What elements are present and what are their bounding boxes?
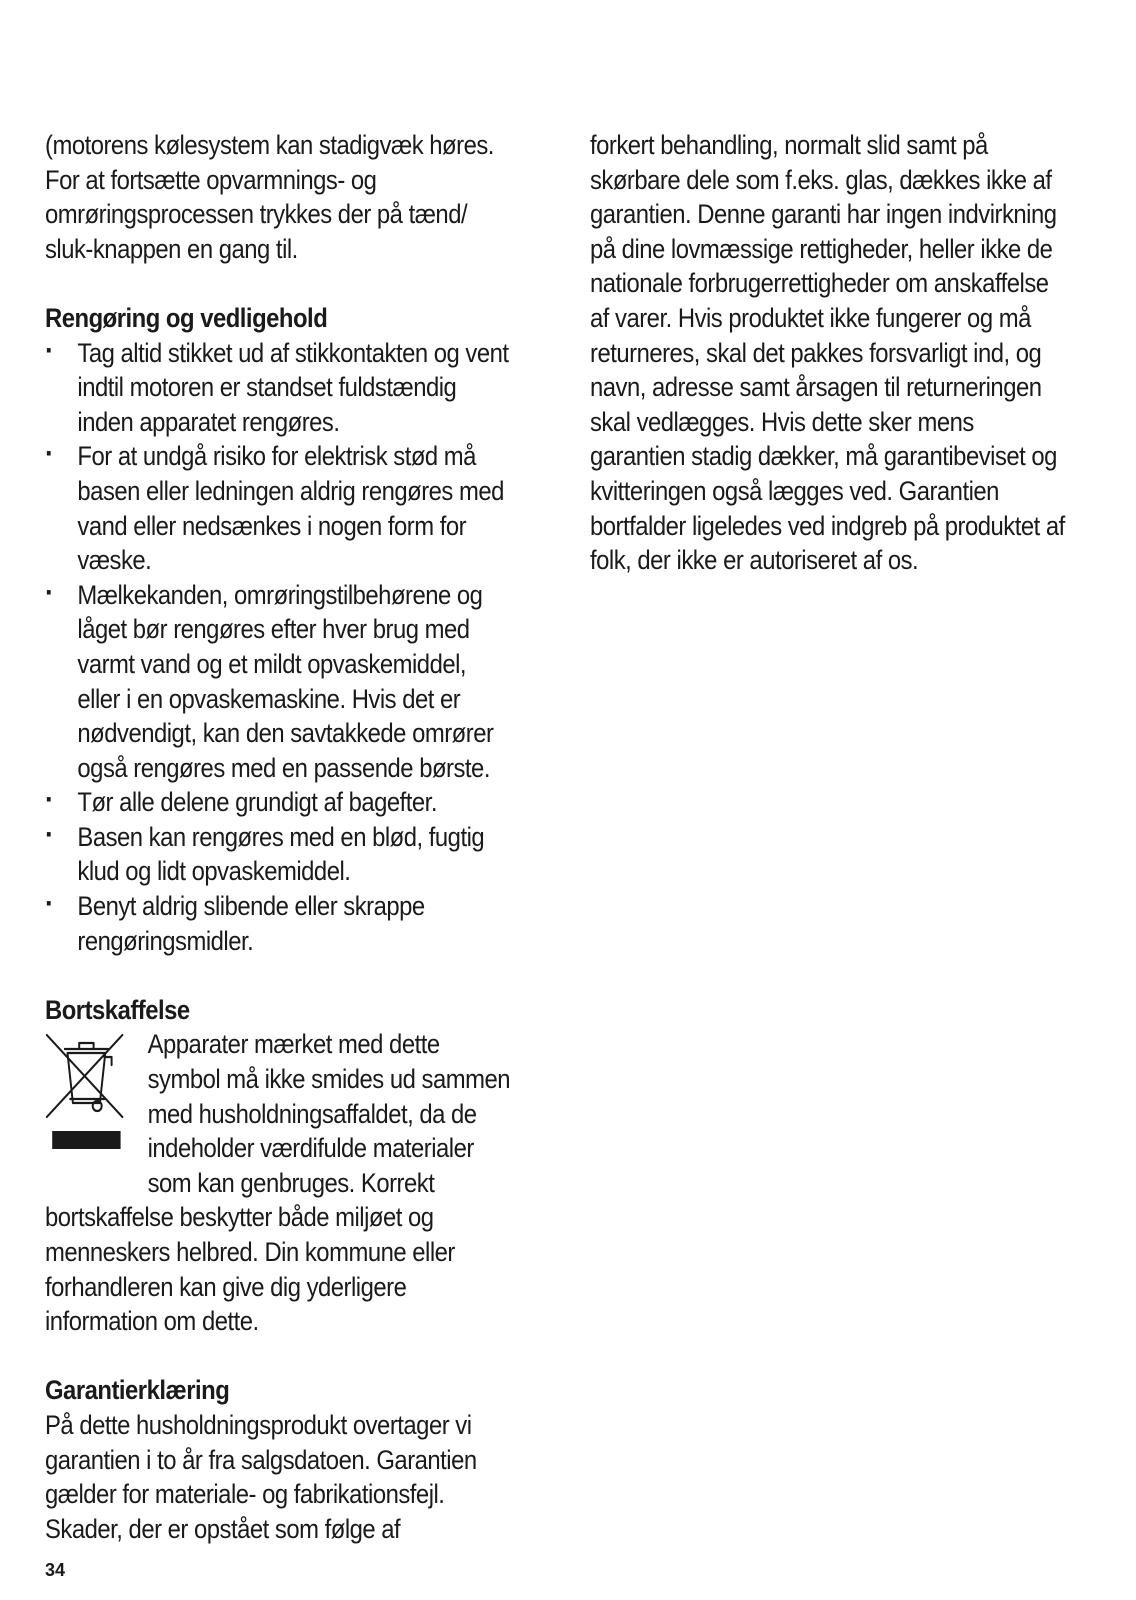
cleaning-heading: Rengøring og vedligehold — [45, 302, 328, 333]
warranty-text: På dette husholdningsprodukt overtager vi garantien i to år fra salgsdatoen. Garantien gælder for materiale- og fabrikationsfejl. Skader, der er opstået som følge af — [45, 1409, 477, 1544]
disposal-heading: Bortskaffelse — [45, 994, 190, 1025]
disposal-block — [45, 1027, 513, 1338]
warranty-heading: Garantierklæring — [45, 1375, 230, 1406]
list-item: · Basen kan rengøres med en blød, fugtig klud og lidt opvaskemiddel. — [45, 820, 513, 889]
list-item: · Mælkekanden, omrøringstilbehørene og låget bør rengøres efter hver brug med varmt vand og et mildt opvaskemiddel, eller i en opvaskemaskine. Hvis det er nødvendigt, kan den savtakkede omrører også rengøres med en passende børste. — [45, 578, 513, 786]
list-item: · Benyt aldrig slibende eller skrappe rengøringsmidler. — [45, 889, 513, 958]
list-item: · Tør alle delene grundigt af bagefter. — [45, 785, 513, 820]
disposal-text: Apparater mærket med dette symbol må ikke smides ud sammen med husholdningsaffaldet, da de indeholder værdifulde materialer som kan genbruges. Korrekt bortskaffelse beskytter både miljøet og menneskers helbred. Din kommune eller forhandleren kan give dig yderligere information om dette. — [45, 1029, 511, 1337]
page-number: 34 — [45, 1560, 66, 1580]
cleaning-bullet-list — [45, 336, 513, 959]
list-item: · Tag altid stikket ud af stikkontakten og vent indtil motoren er standset fuldstændig inden apparatet rengøres. — [45, 336, 513, 440]
crossed-out-wheelie-bin-icon — [45, 1029, 126, 1167]
cleaning-section — [45, 301, 513, 958]
list-item: · For at undgå risiko for elektrisk stød må basen eller ledningen aldrig rengøres med vand eller nedsænkes i nogen form for væske. — [45, 439, 513, 577]
warranty-section — [45, 1373, 513, 1546]
disposal-section — [45, 993, 513, 1339]
left-column — [45, 128, 513, 1546]
intro-paragraph: (motorens kølesystem kan stadigvæk høres. For at fortsætte opvarmnings- og omrøringsprocessen trykkes der på tænd/ sluk-knappen en gang til. — [45, 130, 494, 264]
right-column — [590, 128, 1072, 578]
warranty-continued-text: forkert behandling, normalt slid samt på skørbare dele som f.eks. glas, dækkes ikke af garantien. Denne garanti har ingen indvirkning på dine lovmæssige rettigheder, heller ikke de nationale forbrugerrettigheder om anskaffelse af varer. Hvis produktet ikke fungerer og må returneres, skal det pakkes forsvarligt ind, og navn, adresse samt årsagen til returneringen skal vedlægges. Hvis dette sker mens garantien stadig dækker, må garantibeviset og kvitteringen også lægges ved. Garantien bortfalder ligeledes ved indgreb på produktet af folk, der ikke er autoriseret af os. — [590, 130, 1065, 576]
